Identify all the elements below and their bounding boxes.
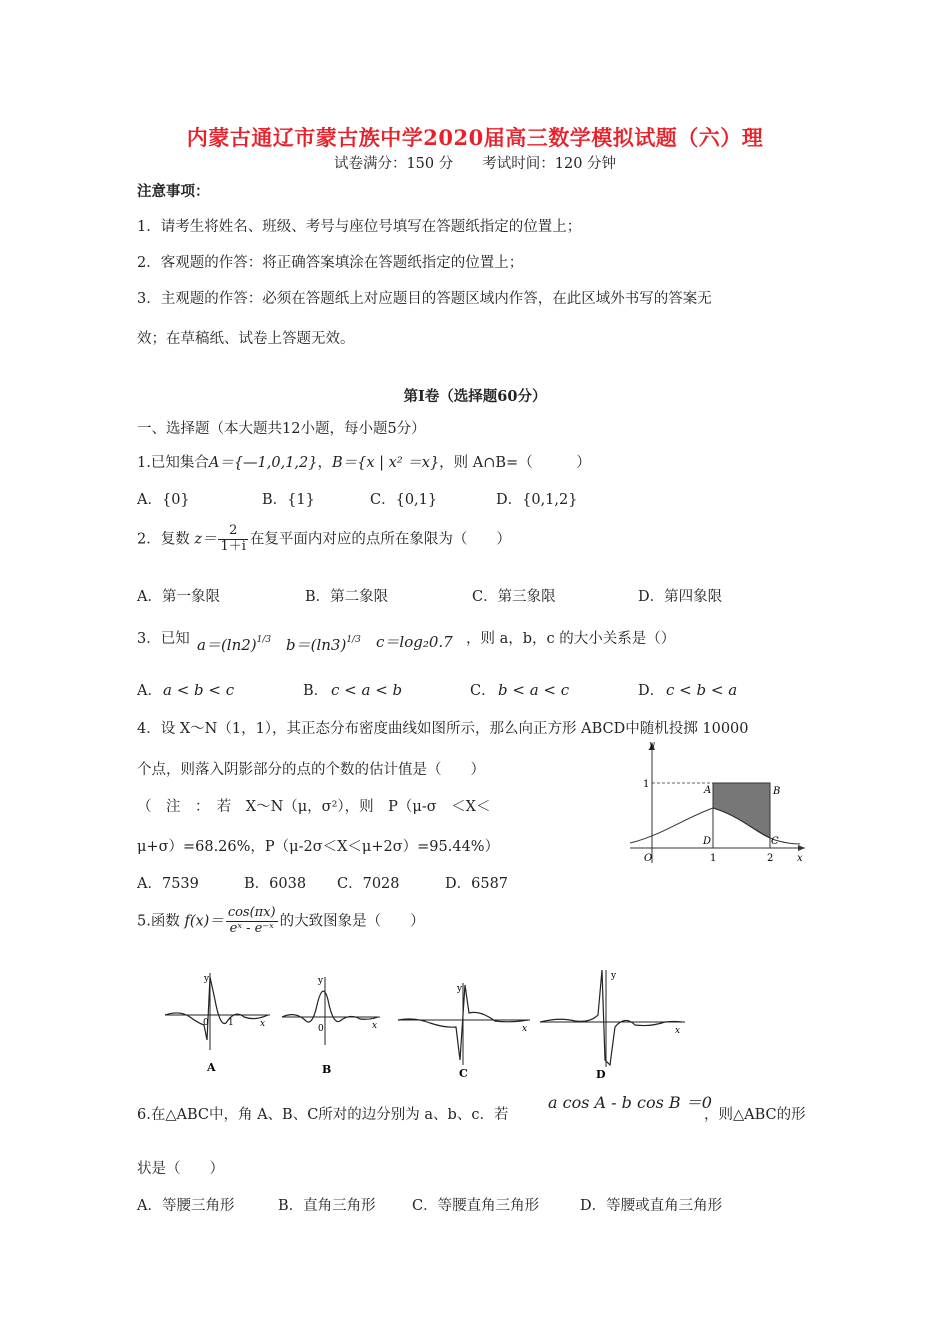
q5-intro: 5.函数: [137, 913, 180, 930]
normal-curve-figure: [625, 738, 825, 868]
fig-label-c: C: [771, 836, 779, 847]
q6-option-d: D．等腰或直角三角形: [580, 1198, 723, 1214]
fig-label-b: B: [773, 786, 781, 797]
q1-option-b: B．{1}: [262, 492, 315, 508]
q6-formula: a cos A - b cos B ＝0: [548, 1093, 712, 1112]
q3-b-exponent: 1/3: [346, 635, 361, 645]
fig-label-y: y: [649, 740, 655, 751]
q3-c: c＝log₂0.7: [376, 633, 453, 651]
q6-option-a: A．等腰三角形: [137, 1198, 235, 1214]
q5-numerator: cos(πx): [227, 905, 276, 920]
fig-label-d: D: [703, 836, 712, 847]
q3-option-d: c < b < a: [666, 681, 738, 699]
graph-b-y-label: y: [318, 976, 324, 986]
q5-fraction: [226, 906, 278, 937]
fig-label-origin: O: [644, 853, 653, 864]
q3-option-a-label: A．: [137, 683, 162, 699]
q3-option-d-label: D．: [638, 683, 665, 699]
page-title: 内蒙古通辽市蒙古族中学2020届高三数学模拟试题（六）理: [186, 125, 764, 150]
q3-option-c-label: C．: [470, 683, 496, 699]
fig-label-x: x: [797, 853, 803, 864]
q3-a: [197, 634, 271, 655]
q1-option-a: A．{0}: [137, 492, 190, 508]
q5-denominator: eˣ - e⁻ˣ: [229, 920, 274, 936]
q6-option-c: C．等腰直角三角形: [412, 1198, 540, 1214]
q3-tail: ，则 a，b，c 的大小关系是（）: [466, 631, 676, 647]
graph-b: [282, 976, 380, 1076]
q6-stem: 6.在△ABC中，角 A、B、C所对的边分别为 a、b、c．若: [137, 1107, 509, 1123]
q4-option-c: C．7028: [337, 876, 400, 892]
graph-b-origin: 0: [318, 1024, 324, 1034]
fig-label-two-x: 2: [767, 853, 774, 864]
q5-tail: 的大致图象是（ ）: [279, 913, 425, 930]
q4-line-2: 个点，则落入阴影部分的点的个数的估计值是（ ）: [137, 762, 485, 778]
q1-set-b: B＝{x | x² ＝x}: [332, 455, 440, 471]
graph-a-one: 1: [228, 1018, 234, 1028]
graph-c-x-label: x: [522, 1024, 528, 1034]
q6-line-2: 状是（ ）: [137, 1161, 224, 1177]
q1-tail: ，则 A∩B=（ ）: [439, 455, 591, 471]
exam-info: 试卷满分：150 分 考试时间：120 分钟: [333, 156, 617, 172]
q5-fx: f(x)＝: [184, 913, 224, 930]
fig-label-one-x: 1: [710, 853, 717, 864]
graph-a: [165, 973, 270, 1074]
q1-intro: 1.已知集合: [137, 455, 209, 471]
q2-option-a: A．第一象限: [137, 589, 220, 605]
q4-option-d: D．6587: [445, 876, 509, 892]
q6-option-b: B．直角三角形: [278, 1198, 376, 1214]
graph-a-origin: 0: [203, 1018, 209, 1028]
part-title: 第Ⅰ卷（选择题60分）: [403, 388, 547, 405]
q2-option-c: C．第三象限: [472, 589, 556, 605]
notice-item-2: 2．客观题的作答：将正确答案填涂在答题纸指定的位置上；: [137, 255, 524, 271]
q3-intro: 3．已知: [137, 631, 190, 647]
q6-tail: ，则△ABC的形: [704, 1107, 806, 1123]
q3-option-b: c < a < b: [331, 681, 403, 699]
question-2-stem: [137, 524, 511, 555]
notice-heading: 注意事项：: [137, 183, 210, 200]
graph-a-x-label: x: [260, 1019, 266, 1029]
fig-label-one-y: 1: [643, 779, 650, 790]
graph-c-label: C: [459, 1067, 468, 1080]
q3-option-a: a < b < c: [163, 681, 235, 699]
q3-b: [286, 634, 361, 655]
q3-a-exponent: 1/3: [256, 635, 272, 645]
q1-set-a: A＝{—1,0,1,2}: [208, 455, 318, 471]
x-axis-arrow: [798, 845, 805, 851]
q2-tail: 在复平面内对应的点所在象限为（ ）: [249, 531, 511, 548]
q3-a-base: a＝(ln2): [197, 636, 257, 654]
q2-option-b: B．第二象限: [305, 589, 389, 605]
graph-a-y-label: y: [204, 974, 210, 984]
graph-d: [540, 970, 685, 1081]
q1-option-c: C．{0,1}: [370, 492, 438, 508]
q4-option-a: A．7539: [137, 876, 199, 892]
graph-d-curve: [540, 970, 682, 1065]
q4-option-b: B．6038: [244, 876, 307, 892]
q2-intro: 2．复数: [137, 531, 190, 548]
graph-d-label: D: [596, 1068, 606, 1081]
q2-numerator: 2: [218, 524, 247, 540]
notice-item-1: 1．请考生将姓名、班级、考号与座位号填写在答题纸指定的位置上；: [137, 219, 582, 235]
graph-d-y-label: y: [611, 971, 617, 981]
graph-c-y-label: y: [457, 984, 463, 994]
graph-b-label: B: [322, 1063, 332, 1076]
question-1-stem: [137, 451, 591, 472]
q3-option-b-label: B．: [303, 683, 329, 699]
graph-d-x-label: x: [675, 1026, 681, 1036]
fig-label-a: A: [704, 785, 712, 796]
q3-option-c: b < a < c: [498, 681, 570, 699]
q1-option-d: D．{0,1,2}: [496, 492, 578, 508]
q3-b-base: b＝(ln3): [286, 636, 347, 654]
q2-z: z＝: [194, 531, 217, 548]
q2-denominator: 1＋i: [220, 538, 246, 554]
notice-item-3-cont: 效；在草稿纸、试卷上答题无效。: [137, 331, 355, 347]
graph-b-x-label: x: [372, 1021, 378, 1031]
q1-separator: ，: [317, 455, 332, 471]
q5-graph-options: [160, 965, 690, 1085]
graph-a-label: A: [207, 1061, 216, 1074]
q4-line-4: μ+σ）=68.26%，P（μ-2σ＜X＜μ+2σ）=95.44%）: [137, 839, 500, 855]
section-heading: 一、选择题（本大题共12小题，每小题5分）: [137, 421, 426, 437]
graph-c: [398, 983, 530, 1080]
question-5-stem: [137, 906, 425, 937]
q4-line-3: （ 注 ： 若 X～N（μ，σ²），则 P（μ-σ ＜X＜: [137, 799, 491, 815]
graph-a-curve: [165, 977, 268, 1040]
q2-option-d: D．第四象限: [638, 589, 723, 605]
notice-item-3: 3．主观题的作答：必须在答题纸上对应题目的答题区域内作答，在此区域外书写的答案无: [137, 291, 712, 307]
q4-line-1: 4．设 X～N（1，1），其正态分布密度曲线如图所示，那么向正方形 ABCD中随机投掷 10000: [137, 721, 749, 737]
q2-fraction: [218, 524, 247, 555]
